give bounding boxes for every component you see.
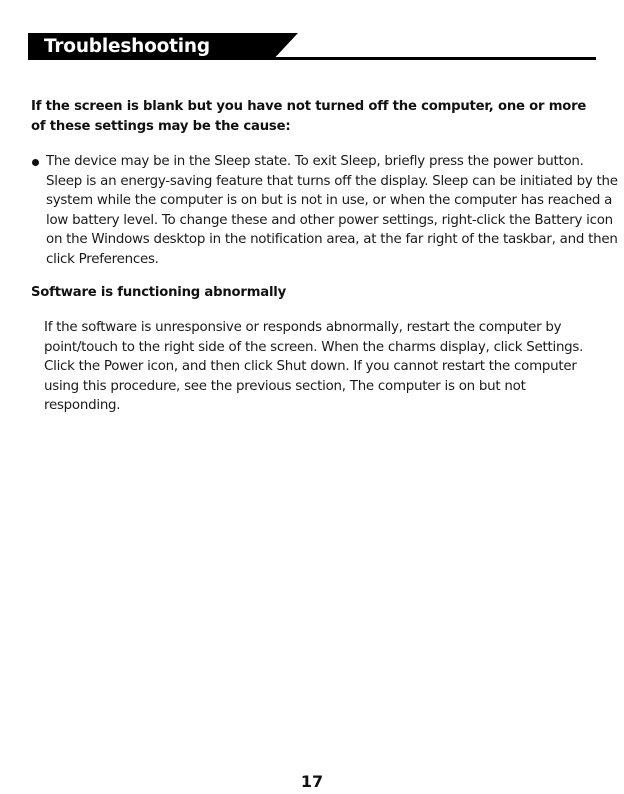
bullet-item: The device may be in the Sleep state. To exit Sleep, briefly press the power button. Sleep is an energy-saving feature that turns off the display. Sleep can be initiated by the system while the computer is on but is not in use, or when the computer has reached a low battery level. To change these and other power settings, right-click the Battery icon on the Windows desktop in the notification area, at the far right of the taskbar, and then click Preferences. (46, 154, 618, 267)
bullet-icon (32, 159, 39, 166)
header-divider (28, 57, 596, 60)
section-body: If the software is unresponsive or responds abnormally, restart the computer by point/touch to the right side of the screen. When the charms display, click Settings. Click the Power icon, and then click Shut down. If you cannot restart the computer using this procedure, see the previous section, The computer is on but not responding. (44, 320, 584, 414)
section-heading: Software is functioning abnormally (31, 285, 286, 300)
page-title: Troubleshooting (44, 36, 210, 57)
page-number: 17 (300, 772, 324, 791)
intro-text: If the screen is blank but you have not turned off the computer, one or more of these settings may be the cause: (31, 99, 587, 134)
bullet-list (31, 152, 621, 270)
